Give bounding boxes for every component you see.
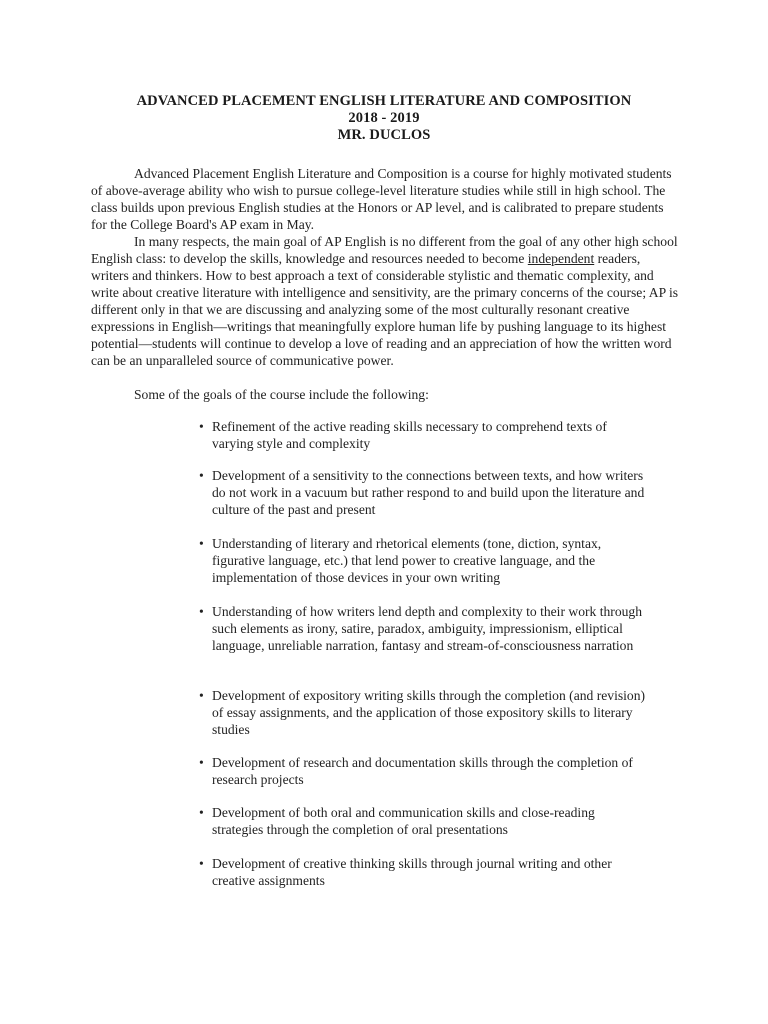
bullet-icon: • xyxy=(199,805,204,820)
goal-text: Development of a sensitivity to the connections between texts, and how writers do not work in a vacuum but rather respond to and build upon the literature and culture of the past and present xyxy=(212,468,645,517)
bullet-icon: • xyxy=(199,536,204,551)
goal-text: Understanding of literary and rhetorical elements (tone, diction, syntax, figurative language, etc.) that lend power to creative language, and the implementation of those devices in your own writing xyxy=(212,536,602,585)
course-title: ADVANCED PLACEMENT ENGLISH LITERATURE AND COMPOSITION xyxy=(136,93,632,109)
intro-paragraph-1: Advanced Placement English Literature and Composition is a course for highly motivated students of above-average ability who wish to pursue college-level literature studies while still in high school. The class builds upon previous English studies at the Honors or AP level, and is calibrated to prepare students for the College Board's AP exam in May. xyxy=(91,166,672,232)
goal-item xyxy=(199,855,649,889)
goal-text: Development of creative thinking skills through journal writing and other creative assignments xyxy=(212,856,612,888)
goals-intro: Some of the goals of the course include the following: xyxy=(134,387,429,402)
school-year: 2018 - 2019 xyxy=(348,110,420,126)
bullet-icon: • xyxy=(199,755,204,770)
goal-text: Development of both oral and communication skills and close-reading strategies through the completion of oral presentations xyxy=(212,805,595,837)
intro-paragraph-2 xyxy=(91,233,681,369)
bullet-icon: • xyxy=(199,688,204,703)
bullet-icon: • xyxy=(199,468,204,483)
goal-text: Development of expository writing skills through the completion (and revision) of essay assignments, and the application of those expository skills to literary studies xyxy=(212,688,646,737)
goal-text: Refinement of the active reading skills necessary to comprehend texts of varying style and complexity xyxy=(212,419,607,451)
underlined-word: independent xyxy=(527,251,595,266)
bullet-icon: • xyxy=(199,419,204,434)
paragraph-2-text-start: In many respects, the main goal of AP English is no different from the goal of any other high school English class: to develop the skills, knowledge and resources needed to become xyxy=(91,234,678,266)
goal-item xyxy=(199,754,649,788)
goal-item xyxy=(199,687,649,738)
goal-item xyxy=(199,603,649,654)
goal-item xyxy=(199,418,649,452)
goal-text: Understanding of how writers lend depth and complexity to their work through such elements as irony, satire, paradox, ambiguity, impressionism, elliptical language, unreliable narration, fantasy and stream-of-consciousness narration xyxy=(212,604,643,653)
teacher-name: MR. DUCLOS xyxy=(337,127,431,143)
goal-item xyxy=(199,804,649,838)
paragraph-2-text-end: readers, writers and thinkers. How to best approach a text of considerable stylistic and thematic complexity, and write about creative literature with intelligence and sensitivity, are the primary concerns of the course; AP is different only in that we are discussing and analyzing some of the most culturally resonant creative expressions in English—writings that meaningfully explore human life by pushing language to its highest potential—students will continue to develop a love of reading and an appreciation of how the written word can be an unparalleled source of communicative power. xyxy=(91,251,679,368)
goal-item xyxy=(199,535,649,586)
goal-text: Development of research and documentation skills through the completion of research projects xyxy=(212,755,633,787)
bullet-icon: • xyxy=(199,856,204,871)
bullet-icon: • xyxy=(199,604,204,619)
goal-item xyxy=(199,467,649,518)
